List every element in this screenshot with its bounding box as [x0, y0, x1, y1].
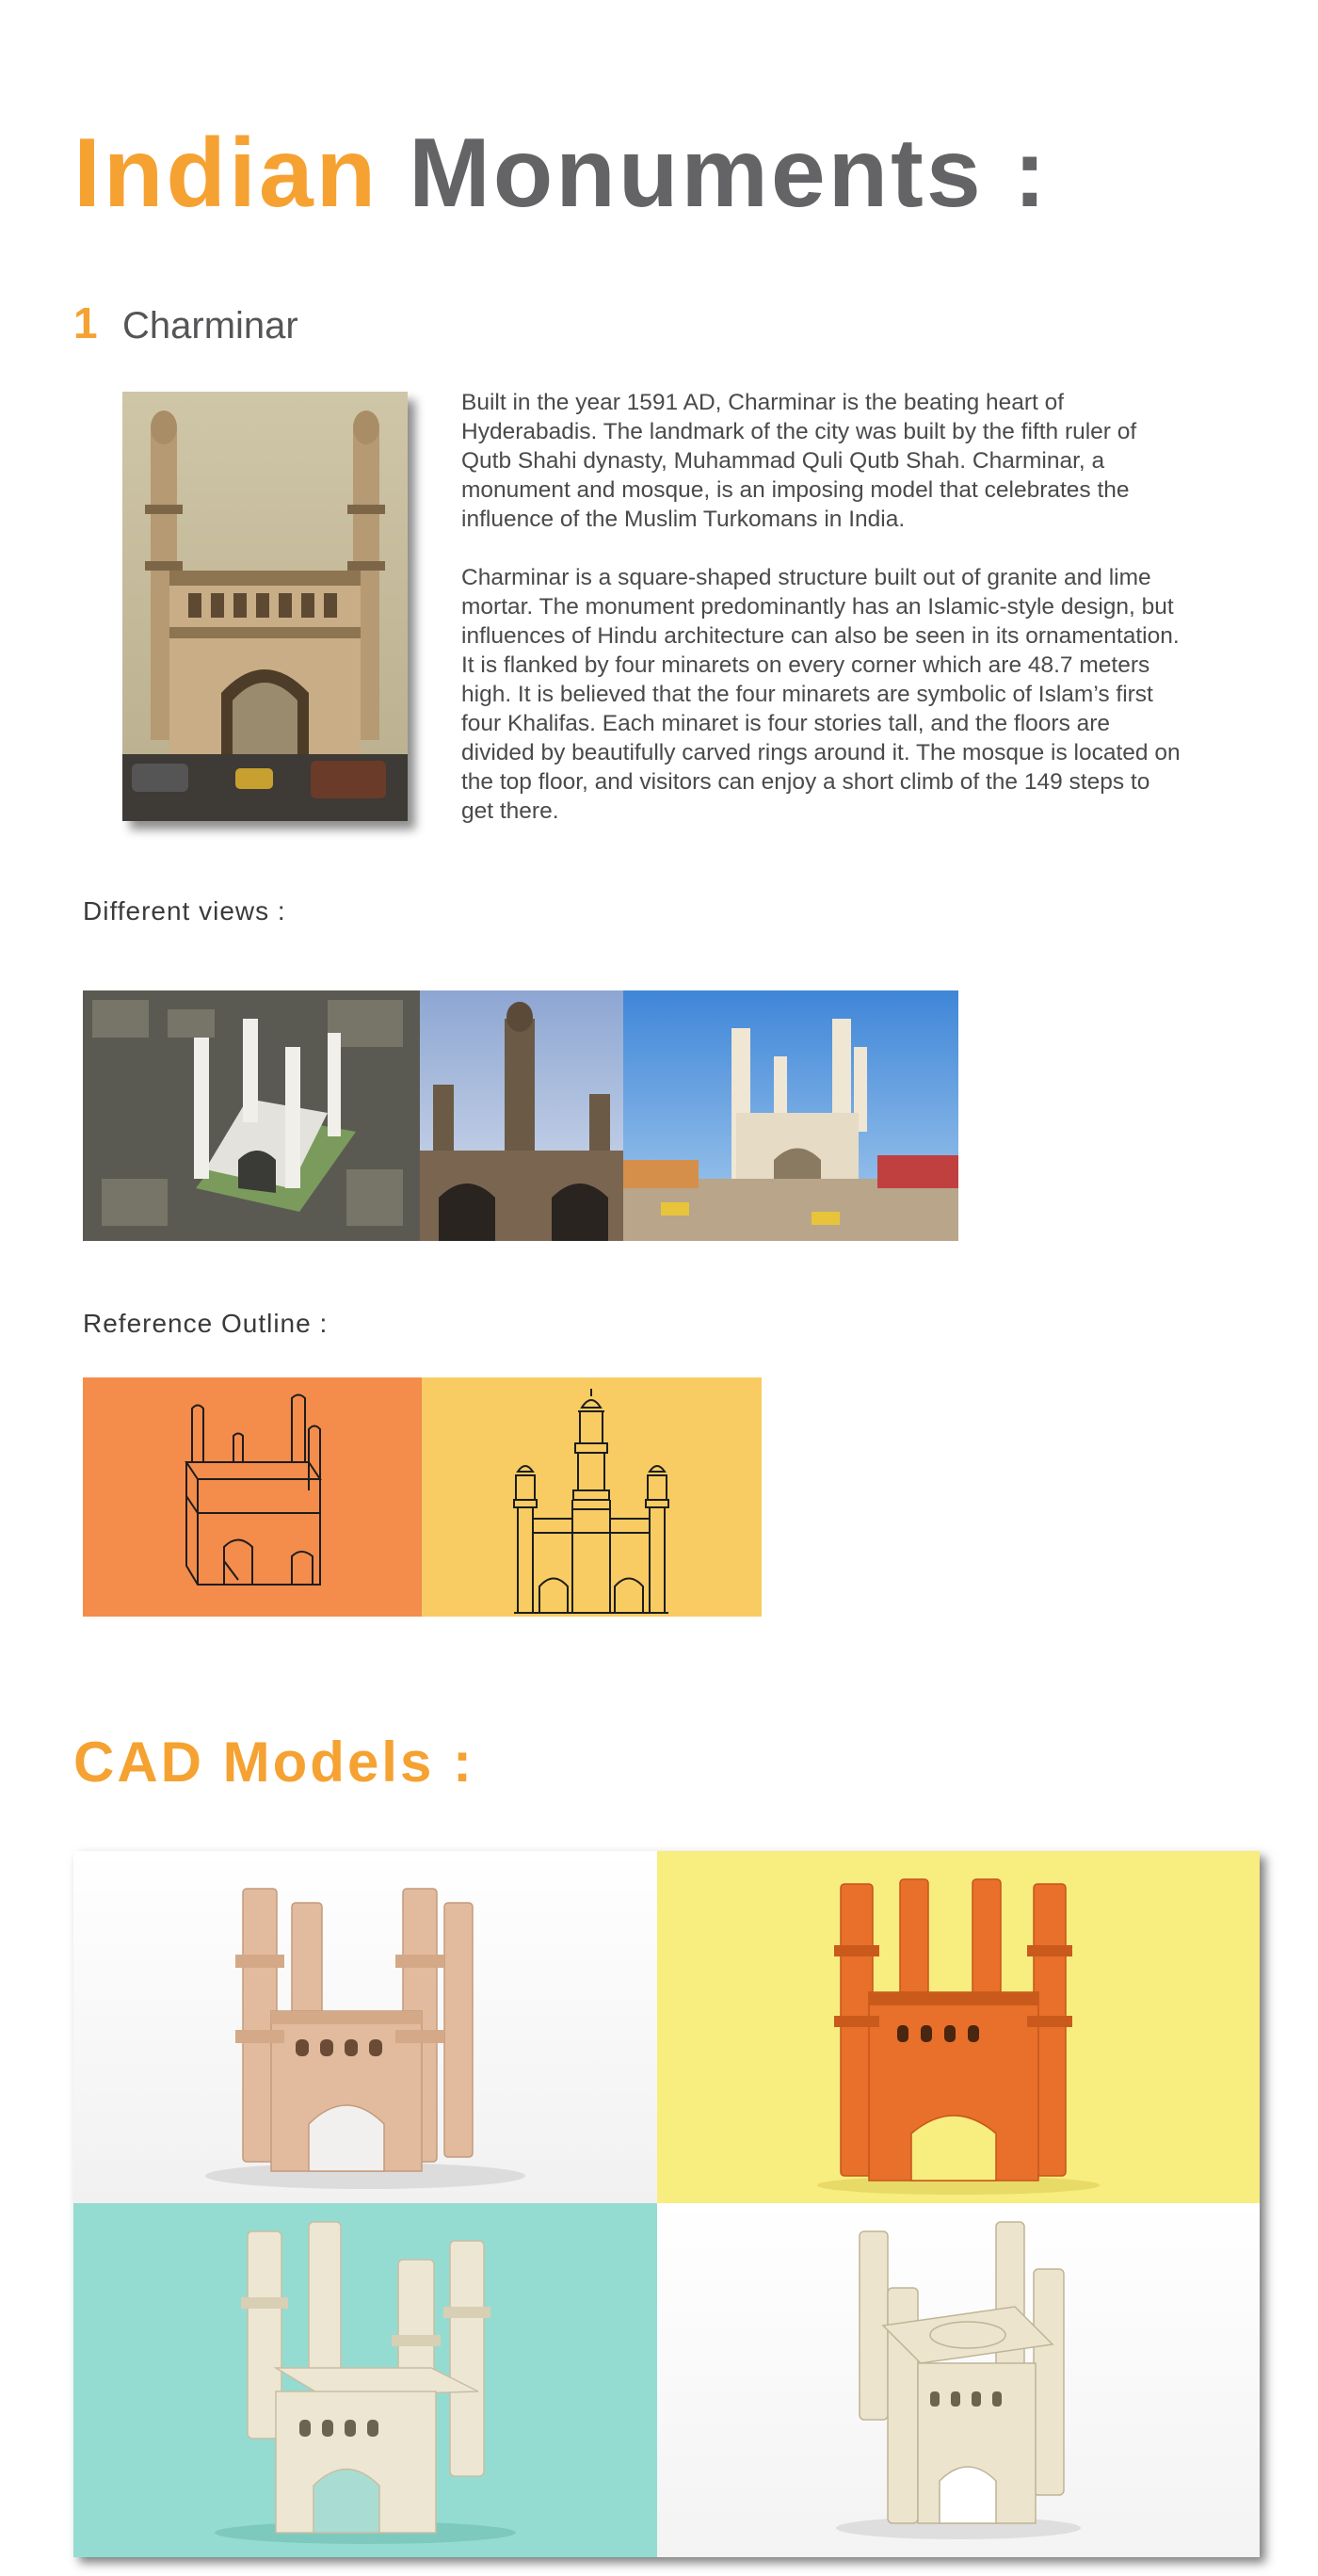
description-paragraph-2: Charminar is a square-shaped structure built out of granite and lime mortar. The monument predominantly has an Islamic-style design, but influences of Hindu architecture can also be seen in its ornamentation. It is flanked by four minarets on every corner which are 48.7 meters high. It is believed that the four minarets are symbolic of Islam’s first four Khalifas. Each minaret is four stories tall, and the floors are divided by beautifully carved rings around it. The mosque is located on the top floor, and visitors can enjoy a short climb of the 149 steps to get there. [461, 565, 1181, 824]
cad-model-ivory-white [657, 2203, 1260, 2557]
closeup-view-illustration [420, 990, 623, 1241]
ivory-model-white-render [657, 2203, 1260, 2557]
section-name: Charminar [122, 305, 298, 346]
orange-model-render [657, 1851, 1260, 2203]
charminar-outline-detailed-icon [422, 1377, 762, 1617]
cad-model-orange [657, 1851, 1260, 2203]
reference-outline-label: Reference Outline : [83, 1309, 329, 1338]
cad-models-title: CAD Models : [73, 1731, 474, 1794]
monument-description [461, 388, 1186, 855]
different-views-label: Different views : [83, 896, 286, 926]
cad-model-wood [73, 1851, 657, 2203]
ivory-model-teal-render [73, 2203, 657, 2557]
street-view-photo [623, 990, 958, 1241]
charminar-main-photo [122, 392, 408, 821]
section-number: 1 [73, 298, 98, 347]
cad-models-grid [73, 1851, 1260, 2557]
cad-model-ivory-teal [73, 2203, 657, 2557]
aerial-view-photo [83, 990, 420, 1241]
outline-detailed-panel [422, 1377, 762, 1617]
closeup-view-photo [420, 990, 623, 1241]
title-rest: Monuments : [409, 119, 1050, 228]
charminar-outline-front-icon [83, 1377, 422, 1617]
title-accent-word: Indian [73, 119, 379, 228]
aerial-view-illustration [83, 990, 420, 1241]
page-title [73, 119, 1050, 228]
outline-front-panel [83, 1377, 422, 1617]
description-paragraph-1: Built in the year 1591 AD, Charminar is the beating heart of Hyderabadis. The landmark of the city was built by the fifth ruler of Qutb Shahi dynasty, Muhammad Quli Qutb Shah. Charminar, a monument and mosque, is an imposing model that celebrates the influence of the Muslim Turkomans in India. [461, 390, 1137, 532]
street-view-illustration [623, 990, 958, 1241]
wood-model-render [73, 1851, 657, 2203]
charminar-photo-illustration [122, 392, 408, 821]
